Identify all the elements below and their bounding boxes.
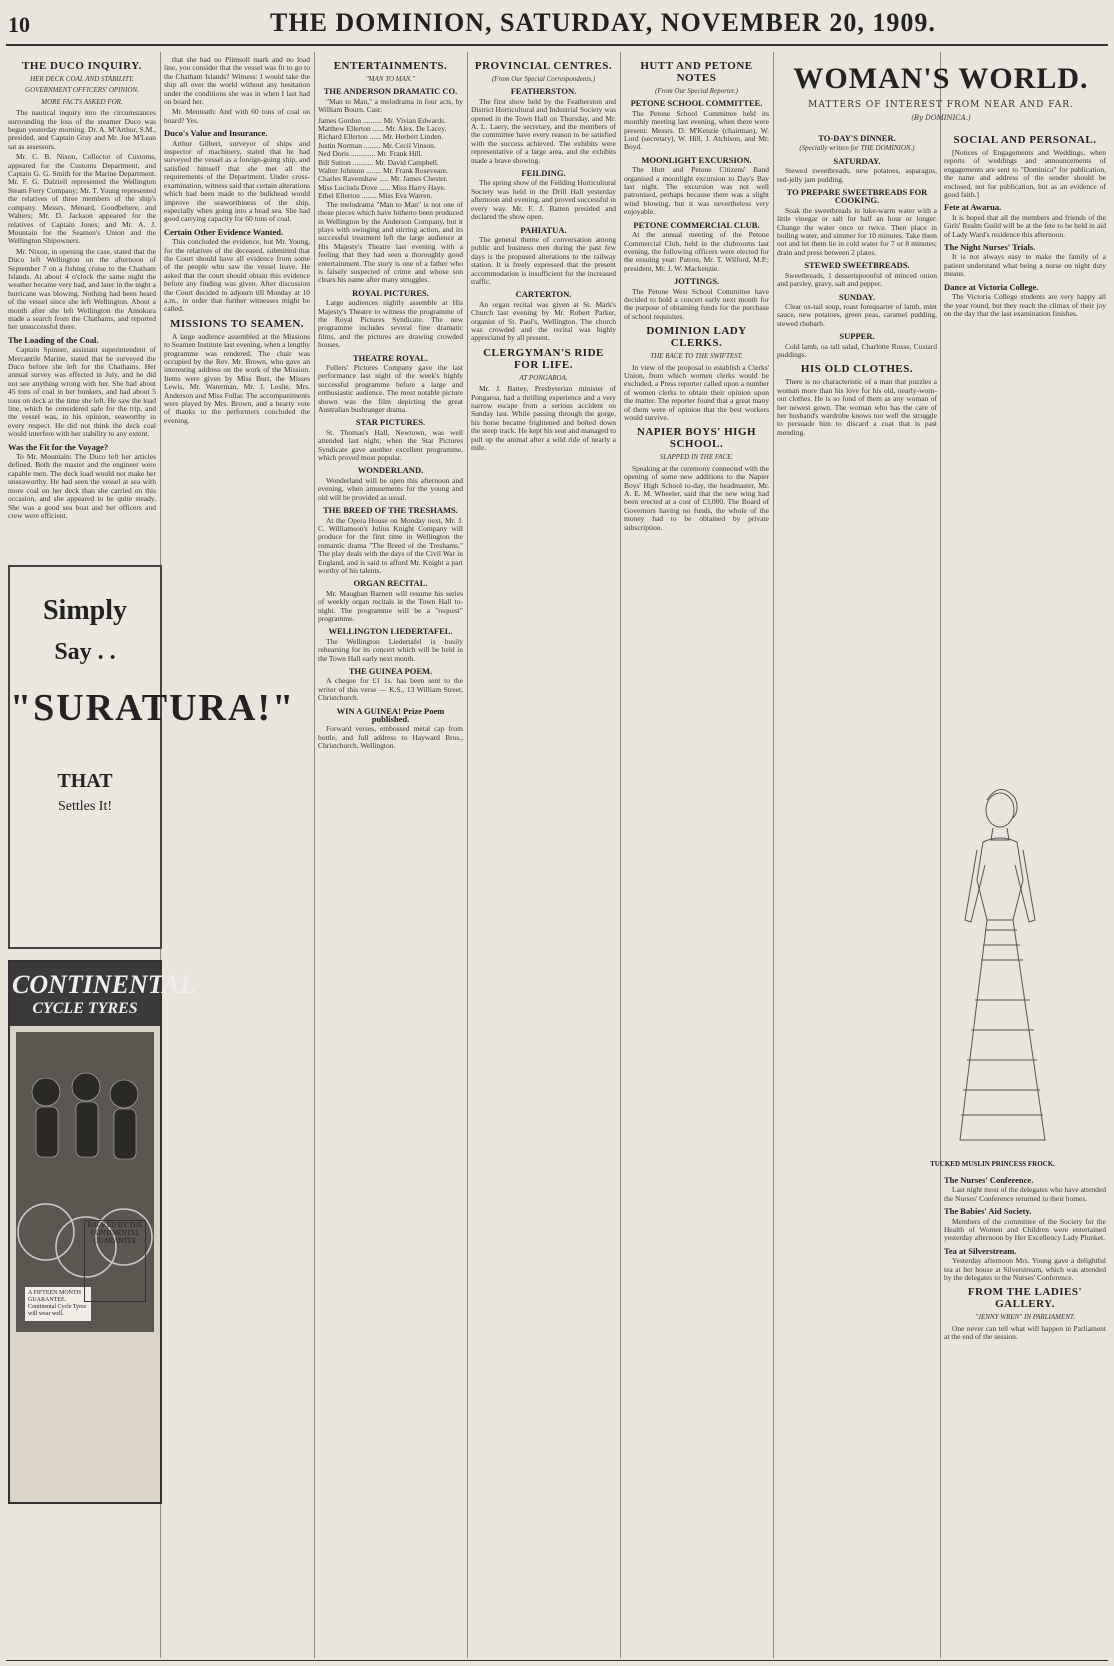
cast-list: [318, 117, 463, 201]
paragraph: Sweetbreads, 1 dessertspoonful of minced onion and parsley, gravy, salt and pepper.: [777, 270, 937, 289]
ad-header: [10, 962, 196, 1026]
column-rule: [467, 52, 468, 1658]
section-heading: TO PREPARE SWEETBREADS FOR COOKING.: [786, 187, 928, 206]
section-heading: The Night Nurses' Trials.: [944, 242, 1036, 253]
section-heading: WELLINGTON LIEDERTAFEL.: [328, 626, 453, 637]
ad-text: THAT: [57, 770, 113, 792]
ad-guarantee: A FIFTEEN MONTH GUARANTEE. Continental Cycle Tyres will wear well.: [24, 1286, 92, 1322]
article-subheading: HER DECK COAL AND STABILITY.: [30, 75, 134, 83]
article-subheading: GOVERNMENT OFFICERS' OPINION.: [25, 86, 139, 95]
section-heading: PETONE COMMERCIAL CLUB.: [633, 219, 760, 230]
section-heading: Tea at Silverstream.: [944, 1245, 1017, 1256]
article-subheading: MORE FACTS ASKED FOR.: [41, 97, 123, 106]
article-subheading: (Specially written for THE DOMINION.): [799, 144, 915, 153]
paragraph: At the Opera House on Monday next, Mr. J. C. Williamson's Julius Knight Company will produce for the first time in Wellington the romantic drama "The Breed of the Treshams." The play deals with the days of the Civil War in England, and is said to afford Mr. Knight a part worthy of his talents.: [318, 515, 463, 575]
ad-text: Say . .: [54, 639, 116, 665]
paragraph: It is not always easy to make the family of a patient understand what being a nurse on night duty means.: [944, 252, 1106, 279]
column-entertainments: [318, 56, 463, 1656]
section-heading: STAR PICTURES.: [355, 417, 426, 428]
section-heading: Certain Other Evidence Wanted.: [164, 226, 284, 237]
cast-item: James Gordon .......... Mr. Vivian Edwards.: [318, 115, 446, 125]
paragraph: Yesterday afternoon Mrs. Young gave a delightful tea at her house at Silverstream, which was attended by the delegates to the Nurses' Conference.: [944, 1256, 1106, 1283]
masthead-rule: [6, 44, 1108, 46]
paragraph: This concluded the evidence, but Mr. Young, for the relatives of the deceased, submitted that the Court should have all evidence from some of the people who saw the vessel leave. He asked that the court should obtain this evidence before any finding was given. After discussion the Court decided to adjourn till Monday at 10 a.m., in order that further witnesses might be called.: [164, 237, 310, 314]
article-heading: CLERGYMAN'S RIDE FOR LIFE.: [483, 346, 604, 371]
paragraph: "Man to Man," a melodrama in four acts, by William Bourn. Cast:: [318, 96, 463, 115]
section-heading: The Loading of the Coal.: [8, 334, 99, 345]
paragraph: Speaking at the ceremony connected with the opening of some new additions to the Napier Boys' High School to-day, the headmaster, Mr. A. E. M. Wheeler, said that the new wing had been erected at a cost of £3,000. The Board of Governors having no funds, the whole of the money had to be obtained by private subscription.: [624, 463, 769, 532]
section-heading: Was the Fit for the Voyage?: [8, 441, 109, 452]
section-heading: SUPPER.: [839, 331, 875, 342]
cast-item: Matthew Ellerton ...... Mr. Alex. De Lacey.: [318, 124, 447, 134]
masthead-title: THE DOMINION, SATURDAY, NOVEMBER 20, 1909.: [270, 8, 936, 37]
section-subtitle: MATTERS OF INTEREST FROM NEAR AND FAR.: [808, 100, 1074, 110]
paragraph: The general theme of conversation among public and business men during the past few days is the proposed alterations to the railway station. It is freely expressed that the present accommodation is insufficient for the increased traffic.: [471, 234, 616, 286]
section-heading: THE BREED OF THE TRESHAMS.: [323, 505, 458, 516]
article-subheading: THE RACE TO THE SWIFTEST.: [650, 352, 743, 361]
cast-item: Richard Ellerton ...... Mr. Herbert Linden.: [318, 132, 444, 142]
article-heading: SOCIAL AND PERSONAL.: [953, 134, 1097, 146]
section-heading: STEWED SWEETBREADS.: [804, 260, 910, 271]
ad-text: Simply: [42, 595, 128, 626]
paragraph: Mr. Nixon, in opening the case, stated that the Duco left Wellington on the afternoon of September 7 on a fishing cruise to the Chatham Islands. At about 4 o'clock the same night the weather became very bad, and later in the night a hurricane was blowing. Nothing had been heard of the vessel since she left Wellington. About a month after she left Wellington the Amokura made a search from the Chathams, and reported her unsuccessful there.: [8, 246, 156, 332]
paragraph: The first show held by the Featherston and District Horticultural and Industrial Society was opened in the Town Hall on Thursday, and Mr. A. L. Laery, the secretary, and the members of the committee have every reason to be satisfied with the success achieved. The exhibits were representative of a large area, and the exhibits made a brave showing.: [471, 96, 616, 165]
paragraph: Wonderland will be open this afternoon and evening, when amusements for the young and old will be provided as usual.: [318, 475, 463, 502]
paragraph: It is hoped that all the members and friends of the Girls' Realm Guild will be at the fete to be held in aid of Lady Ward's residence this afternoon.: [944, 212, 1106, 239]
paragraph: At the annual meeting of the Petone Commercial Club, held in the clubrooms last evening, the following officers were elected for the ensuing year: Patron, Mr. T. Wilford, M.P.; president, Mr. J. W. Mackenzie.: [624, 230, 769, 273]
masthead: [0, 0, 1114, 42]
ad-brand: "SURATURA!": [10, 687, 296, 729]
section-heading: ORGAN RECITAL.: [353, 578, 428, 589]
section-heading: Fete at Awarua.: [944, 202, 1002, 213]
article-heading: NAPIER BOYS' HIGH SCHOOL.: [636, 426, 757, 451]
paragraph: The Victoria College students are very happy all the year round, but they reach the climax of their joy on the day that the last examination finishes.: [944, 292, 1106, 318]
paragraph: The Petone School Committee held its monthly meeting last evening, when there were present: Messrs. D. M'Kenzie (chairman), W. Lord (secretary), W. Hill, J. Atchison, and Mr. Boyd.: [624, 108, 769, 152]
paragraph: Mr. J. Battey, Presbyterian minister of Pongaroa, had a thrilling experience and a very narrow escape from a serious accident on Sunday last. While passing through the gorge, his horse became frightened and bolted down the steep track. He kept his seat and managed to pull up the animal after a wild ride of nearly a mile.: [471, 384, 616, 453]
paragraph: Cold lamb, oa tall salad, Charlotte Russe, Custard puddings.: [777, 341, 937, 359]
paragraph: One never can tell what will happen in Parliament at the end of the session.: [944, 1323, 1106, 1342]
byline: (By DOMINICA.): [911, 114, 971, 122]
column-rule: [773, 52, 774, 1658]
section-heading: THE ANDERSON DRAMATIC CO.: [323, 86, 458, 97]
section-heading: WONDERLAND.: [357, 465, 424, 476]
suratura-advertisement: [8, 565, 296, 949]
section-heading: Dance at Victoria College.: [944, 281, 1039, 292]
article-subheading: "MAN TO MAN.": [365, 75, 416, 83]
section-heading: PETONE SCHOOL COMMITTEE.: [630, 98, 763, 109]
section-heading: PAHIATUA.: [520, 224, 567, 235]
column-social-personal-lower: [944, 1172, 1106, 1656]
cast-item: Ned Doris ............. Mr. Frank Hill.: [318, 149, 423, 159]
section-heading: The Nurses' Conference.: [944, 1175, 1034, 1185]
article-heading: MISSIONS TO SEAMEN.: [169, 317, 305, 330]
ad-subbrand: CYCLE TYRES: [32, 1000, 138, 1017]
paragraph: Last night most of the delegates who have attended the Nurses' Conference returned to their homes.: [944, 1185, 1106, 1203]
section-heading: CARTERTON.: [515, 289, 572, 300]
paragraph: Members of the committee of the Society for the Health of Women and Children were entertained yesterday afternoon by Her Excellency Lady Plunket.: [944, 1216, 1106, 1243]
paragraph: The nautical inquiry into the circumstances surrounding the loss of the steamer Duco was begun yesterday morning. Dr. A. M'Arthur, S.M., presided, and Captain Gray and Mr. Joe M'Lean sat as assessors.: [8, 108, 156, 151]
paragraph: Captain Spinner, assistant superintendent of Mercantile Marine, stated that he surveyed the Duco before she left for the Chathams. Her annual survey was effected in July, and he did not see anything wrong with her. She had about 45 tons of coal in her bunkers, and had about 5 tons on deck at the time she left. He saw the load line, which he considered safe for the trip, and the vessel was, in his opinion, seaworthy in every respect. He did not think the deck coal would interfere with her stability to any extent.: [8, 345, 156, 439]
column-rule: [314, 52, 315, 1658]
paragraph: [Notices of Engagements and Weddings, when reports of weddings and announcements of engagements are sent to "Dominica" for publication, the name and address of the sender should be enclosed, not for publication, but as an evidence of good faith.]: [944, 148, 1106, 200]
paragraph: Mr. Maughan Barnett will resume his series of weekly organ recitals in the Town Hall to-night. The programme will be a "request" programme.: [318, 588, 463, 623]
paragraph: Mr. Menteath: And with 60 tons of coal on board? Yes.: [164, 107, 310, 125]
section-heading: MOONLIGHT EXCURSION.: [641, 154, 752, 165]
paragraph: that she had no Plimsoll mark and no load line, you consider that the vessel was fit to go to the Chatham Islands? Witness: I would take the ship all over the world without any hesitation under the conditions she was in when I last had on board her.: [164, 56, 310, 107]
paragraph: Large audiences nightly assemble at His Majesty's Theatre to witness the programme of the Royal Pictures Syndicate. The new programme includes several fine dramatic films, and the pictures are drawing crowded houses.: [318, 298, 463, 350]
section-heading: JOTTINGS.: [673, 276, 720, 287]
figure-caption: TUCKED MUSLIN PRINCESS FROCK.: [930, 1160, 1055, 1168]
paragraph: The Hutt and Petone Citizens' Band organised a moonlight excursion to Day's Bay last night. The excursion was not well patronised, perhaps because there was a slight wind blowing, but it was nevertheless very enjoyable.: [624, 165, 769, 217]
column-social-personal: [944, 130, 1106, 760]
cast-item: Charles Ravenshaw ..... Mr. James Chester.: [318, 174, 448, 184]
section-title: WOMAN'S WORLD.: [793, 62, 1089, 95]
ad-text: Settles It!: [57, 799, 113, 814]
cast-item: Justin Norman ......... Mr. Cecil Vinson.: [318, 140, 436, 150]
article-heading: ENTERTAINMENTS.: [333, 60, 448, 72]
bottom-rule: [6, 1660, 1108, 1661]
article-heading: FROM THE LADIES' GALLERY.: [967, 1286, 1083, 1311]
article-subheading: SLAPPED IN THE FACE.: [659, 453, 734, 462]
paragraph: The Petone West School Committee have decided to hold a concert early next month for the purpose of obtaining funds for the purchase of school requisites.: [624, 286, 769, 321]
section-heading: ROYAL PICTURES.: [352, 287, 429, 298]
paragraph: An organ recital was given at St. Mark's Church last evening by Mr. Robert Parker, organist of St. Paul's, Wellington. The church was crowded and the recital was highly appreciated by all present.: [471, 299, 616, 343]
article-heading: DOMINION LADY CLERKS.: [646, 325, 747, 350]
paragraph: Mr. C. B. Nixon, Collector of Customs, appeared for the Customs Department, and Captain G. G. Smith for the Marine Department. Mr. F. G. Dalziell represented the Wellington Steam Ferry Company; Mr. T. Young represented the relatives of three members of the ship's company. Messrs. Menard, Goodbehere, and Walters; Mr. D. Jackson appeared for the relatives of Captain Jones; and Mr. A. J. Mountain for the Seamen's Union and the Wellington Shipowners.: [8, 152, 156, 246]
section-heading: FEATHERSTON.: [510, 86, 577, 97]
section-heading: TO-DAY'S DINNER.: [818, 133, 896, 143]
paragraph: The spring show of the Feilding Horticultural Society was held in the Drill Hall yesterday afternoon and evening, and proved successful in every way. Mr. F. J. Batten presided and declared the show open.: [471, 178, 616, 222]
section-heading: Duco's Value and Insurance.: [164, 128, 268, 139]
article-subheading: (From Our Special Correspondents.): [491, 75, 596, 83]
article-subheading: "JENNY WREN" IN PARLIAMENT.: [974, 1313, 1076, 1322]
article-subheading: (From Our Special Reporter.): [655, 87, 738, 95]
cast-item: Walter Johnson ........ Mr. Frank Roseveare.: [318, 166, 448, 176]
cast-item: Miss Lucinda Dove ...... Miss Harry Haye.: [318, 182, 446, 192]
section-heading: The Babies' Aid Society.: [944, 1206, 1032, 1217]
section-heading: SUNDAY.: [839, 291, 875, 302]
paragraph: A large audience assembled at the Missions to Seamen Institute last evening, when a lengthy programme was rendered. The chair was occupied by the Rev. Mr. Brown, who gave an interesting address on the work of the Mission. Items were given by Miss Burt, the Misses Lewis, Mr. Waterman, Mr. J. Leslie, Mrs. Anderson and Miss Fullar. The accompaniments were played by Mrs. Brown, and a hearty vote of thanks to the performers concluded the evening.: [164, 331, 310, 425]
paragraph: Clear ox-tail soup, roast forequarter of lamb, mint sauce, new potatoes, green peas, caramel pudding, stewed rhubarb.: [777, 301, 937, 328]
paragraph: Stewed sweetbreads, new potatoes, asparagus, red-jelly jam pudding.: [777, 166, 937, 184]
cast-item: Ethel Ellerton ........ Miss Eva Warren.: [318, 191, 433, 201]
paragraph: Arthur Gilbert, surveyor of ships and inspector of machinery, stated that he had surveyed the vessel as a foreign-going ship, and satisfied himself that she met all the requirements of the Department. Under cross-examination, witness said that certain alterations which had been made to the bulkhead would improve the seaworthiness of the ship, especially when going into a head sea. She had good carrying capacity for 60 tons of coal.: [164, 138, 310, 224]
paragraph: Forward verses, embossed metal cap from bottle, and full address to Hayward Bros., Christchurch, Wellington.: [318, 724, 463, 751]
section-heading: THEATRE ROYAL.: [352, 352, 429, 363]
article-subheading: AT PONGAROA.: [519, 373, 568, 382]
section-heading: THE GUINEA POEM.: [348, 666, 433, 676]
win-guinea: WIN A GUINEA! Prize Poem published.: [336, 705, 445, 725]
ad-seal: BACKED BY THE CONTINENTAL GUARANTEE: [84, 1220, 146, 1302]
paragraph: To Mr. Mountain: The Duco left her articles defined. Both the master and the engineer were capable men. The deck load would not make her unseaworthy. He had seen the vessel at sea with more coal on her deck than she carried on this occasion, and she appeared to be quite steady. She was a good sea boat and her officers and crew were efficient.: [8, 452, 156, 520]
continental-tyres-advertisement: [8, 960, 196, 1504]
article-heading: THE DUCO INQUIRY.: [22, 60, 142, 72]
section-heading: FEILDING.: [521, 168, 566, 179]
column-duco-continued: [164, 56, 310, 1656]
paragraph: Fullers' Pictures Company gave the last performance last night of the week's highly successful programme before a large and enthusiastic audience. The most notable picture shown was the film depicting the great Australian bushranger drama.: [318, 363, 463, 415]
page-number: 10: [8, 12, 30, 37]
fashion-illustration: [905, 770, 1080, 1160]
section-heading: SATURDAY.: [833, 155, 881, 166]
column-provincial-centres: [471, 56, 616, 1656]
paragraph: Soak the sweetbreads in luke-warm water with a little vinegar or salt for half an hour or longer. Change the water once or twice. Then place in boiling water, and simmer for 10 minutes. Take them out and let them lie in cold water for 7 or 8 minutes; drain and press between 2 plates.: [777, 205, 937, 257]
paragraph: The melodrama "Man to Man" is not one of those pieces which have hitherto been produced in Wellington by the Anderson Company, but it plays with swinging and stirring action, and its successful treatment left the large audience at His Majesty's Theatre last evening with a feeling that they had seen a thoroughly good entertainment. The story is one of a father who is falsely suspected of crime and whose son clears his name after many struggles.: [318, 199, 463, 285]
cyclists-illustration: [16, 1032, 154, 1332]
cast-item: Bill Sutton ........... Mr. David Campbell.: [318, 157, 439, 167]
article-heading: HIS OLD CLOTHES.: [800, 363, 914, 376]
column-duco-inquiry: [8, 56, 156, 556]
ad-brand: CONTINENTAL: [12, 970, 196, 999]
column-rule: [620, 52, 621, 1658]
paragraph: St. Thomas's Hall, Newtown, was well attended last night, when the Star Pictures Syndicate gave another excellent programme, which proved most popular.: [318, 427, 463, 463]
article-heading: PROVINCIAL CENTRES.: [474, 60, 613, 72]
paragraph: In view of the proposal to establish a Clerks' Union, from which women clerks would be excluded, a Press reporter called upon a number of women clerks to obtain their opinion upon the matter. The reporter found that a great many of them were of opinion that the best workers would survive.: [624, 362, 769, 422]
article-heading: HUTT AND PETONE NOTES: [640, 60, 753, 84]
column-hutt-petone: [624, 56, 769, 1656]
paragraph: There is no characteristic of a man that puzzles a woman more than his love for his old, nearly-worn-out clothes. He is so fond of them as any woman of her newest gown. The woman who has the care of her husband's wardrobe knows too well the struggle to persuade him to discard a coat that is past mending.: [777, 377, 937, 437]
womans-world-header: [776, 56, 1106, 125]
paragraph: A cheque for £1 1s. has been sent to the writer of this verse — K.S., 13 William Street, Christchurch.: [318, 676, 463, 703]
paragraph: The Wellington Liedertafel is busily rehearsing for its concert which will be held in the Town Hall early next month.: [318, 636, 463, 663]
